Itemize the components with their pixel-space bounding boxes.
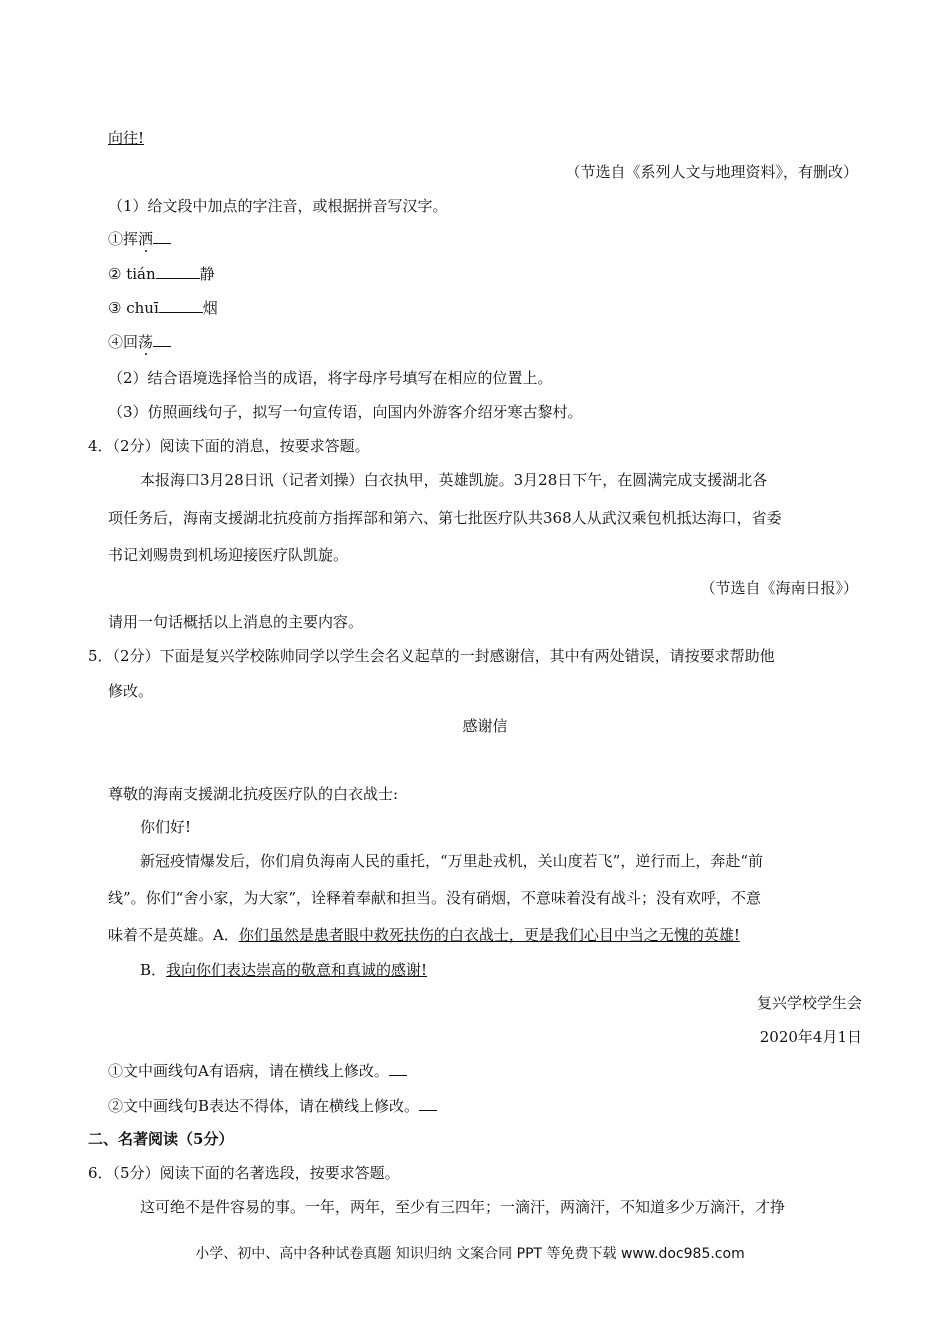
letter-body-line-3 [108,925,740,945]
letter-signer: 复兴学校学生会 [756,994,862,1012]
sentence-label-b: B． [140,961,167,979]
answer-blank[interactable] [389,1061,407,1076]
page-footer: 小学、初中、高中各种试卷真题 知识归纳 文案合同 PPT 等免费下载 www.doc985.com [195,1246,745,1262]
item-num: ④ [108,333,124,351]
item-num: ② [108,265,122,283]
q4-news-line-2: 项任务后，海南支援湖北抗疫前方指挥部和第六、第七批医疗队共368人从武汉乘包机抵达海口，省委 [108,509,782,527]
q3-item-4 [108,332,171,352]
q4-heading: 4．（2分）阅读下面的消息，按要求答题。 [88,437,370,455]
answer-blank[interactable] [153,229,171,244]
passage-end-line: 向往! [108,129,145,147]
letter-body-line-4 [140,960,427,980]
letter-salutation: 尊敬的海南支援湖北抗疫医疗队的白衣战士: [108,785,399,803]
letter-body-line-2: 线”。你们“舍小家，为大家”，诠释着奉献和担当。没有硝烟，不意味着没有战斗；没有欢呼，不意 [108,889,762,907]
q3-sub2: （2）结合语境选择恰当的成语，将字母序号填写在相应的位置上。 [108,369,553,387]
answer-blank[interactable] [419,1096,437,1111]
q3-sub1: （1）给文段中加点的字注音，或根据拼音写汉字。 [108,197,448,215]
underlined-sentence-a: 你们虽然是患者眼中救死扶伤的白衣战士，更是我们心目中当之无愧的英雄! [238,926,740,944]
letter-title: 感谢信 [462,717,508,735]
q5-heading-line-1: 5．（2分）下面是复兴学校陈帅同学以学生会名义起草的一封感谢信，其中有两处错误，请按要求帮助他 [88,647,775,665]
item-num: ① [108,230,124,248]
pinyin: chuī [121,299,159,317]
answer-blank[interactable] [153,332,171,347]
q3-item-3 [108,298,218,318]
q5-answer-2: ②文中画线句B表达不得体，请在横线上修改。 [108,1096,437,1116]
q4-news-line-1: 本报海口3月28日讯（记者刘操）白衣执甲，英雄凯旋。3月28日下午，在圆满完成支援湖北各 [140,471,768,489]
item-char: 烟 [202,299,218,317]
letter-body-line-1: 新冠疫情爆发后，你们肩负海南人民的重托，“万里赴戎机，关山度若飞”，逆行而上，奔赴“前 [140,852,764,870]
underlined-sentence-b: 我向你们表达崇高的敬意和真诚的感谢! [166,961,428,979]
answer-blank[interactable] [156,264,200,279]
q4-source: （节选自《海南日报》） [700,579,858,597]
item-char: 静 [199,265,215,283]
dotted-char: 洒 [138,230,154,248]
section-heading: 二、名著阅读（5分） [88,1130,234,1148]
item-num: ③ [108,299,122,317]
q4-news-line-3: 书记刘赐贵到机场迎接医疗队凯旋。 [108,546,349,564]
passage-source: （节选自《系列人文与地理资料》，有删改） [565,163,858,181]
answer-blank[interactable] [159,298,203,313]
pinyin: tián [121,265,156,283]
q5-heading-line-2: 修改。 [108,682,154,700]
q4-ask: 请用一句话概括以上消息的主要内容。 [108,613,364,631]
letter-greeting: 你们好! [140,818,192,836]
item-char: 挥 [123,230,139,248]
item-char: 回 [123,333,139,351]
q5-answer-1: ①文中画线句A有语病，请在横线上修改。 [108,1061,407,1081]
q3-item-2 [108,264,215,284]
q6-heading: 6．（5分）阅读下面的名著选段，按要求答题。 [88,1164,400,1182]
q6-passage-line-1: 这可绝不是件容易的事。一年，两年，至少有三四年；一滴汗，两滴汗，不知道多少万滴汗，才挣 [140,1198,786,1216]
sentence-label-a: 味着不是英雄。A． [108,926,239,944]
dotted-char: 荡 [138,333,154,351]
q3-sub3: （3）仿照画线句子，拟写一句宣传语，向国内外游客介绍牙寒古黎村。 [108,403,583,421]
q3-item-1 [108,229,171,249]
letter-date: 2020年4月1日 [759,1028,862,1046]
